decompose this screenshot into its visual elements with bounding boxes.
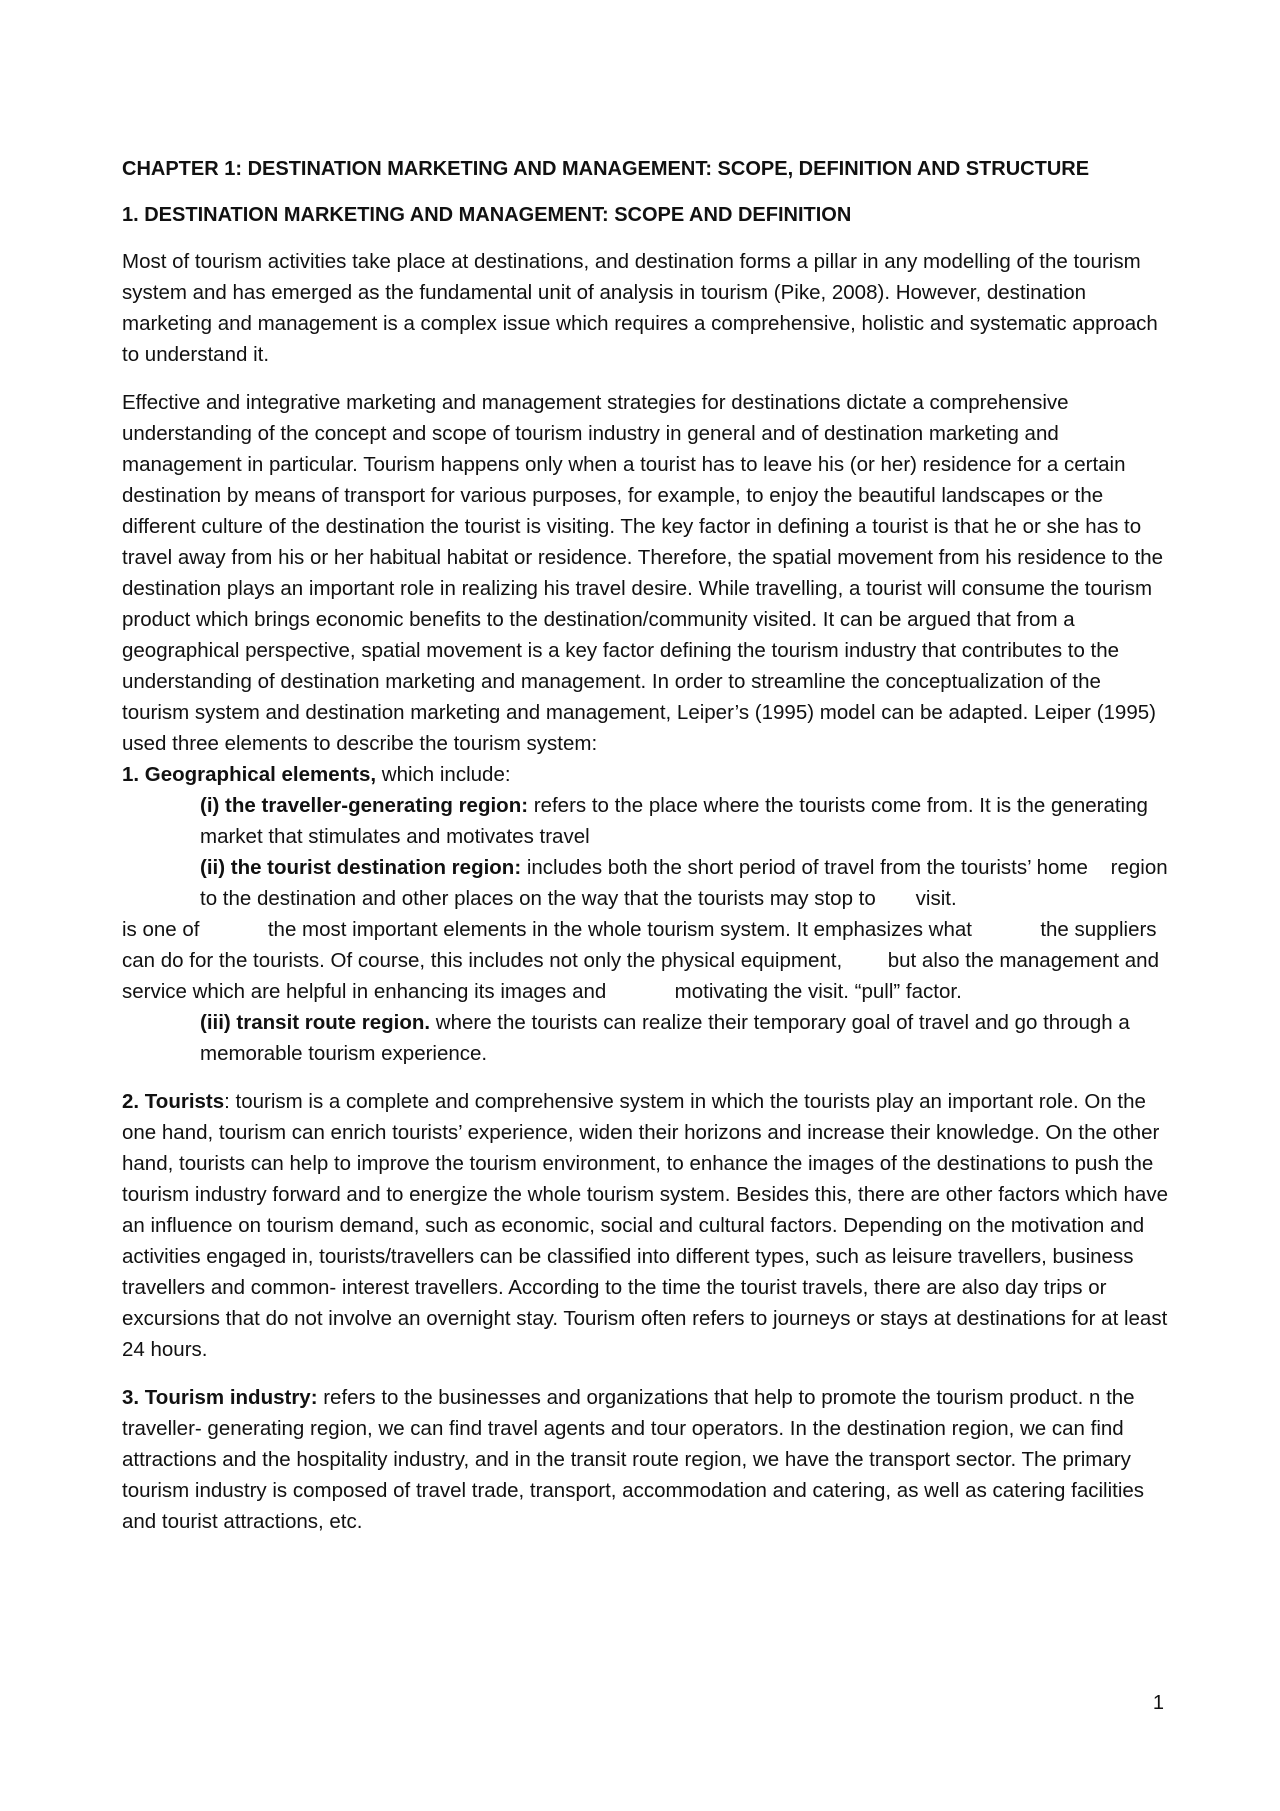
section-title: 1. DESTINATION MARKETING AND MANAGEMENT: SCOPE AND DEFINITION	[122, 204, 852, 226]
page-content	[122, 154, 1174, 1554]
tourists-label: 2. Tourists	[122, 1090, 225, 1113]
tourist-destination-region-continuation: is one of the most important elements in the whole tourism system. It emphasizes what the suppliers can do for the tourists. Of course, this includes not only the physical equipment, but also the management and service which are helpful in enhancing its images and motivating the visit. “pull” factor.	[122, 918, 1165, 1003]
tourism-industry-text: refers to the businesses and organizations that help to promote the tourism product. n the traveller- generating region, we can find travel agents and tour operators. In the destination region, we can find attractions and the hospitality industry, and in the transit route region, we have the transport sector. The primary tourism industry is composed of travel trade, transport, accommodation and catering, as well as catering facilities and tourist attractions, etc.	[122, 1386, 1145, 1533]
tourist-destination-region-text: includes both the short period of travel from the tourists’ home region to the destination and other places on the way that the tourists may stop to visit.	[200, 856, 1174, 910]
chapter-title: CHAPTER 1: DESTINATION MARKETING AND MANAGEMENT: SCOPE, DEFINITION AND STRUCTURE	[122, 158, 1090, 180]
page-number: 1	[1152, 1692, 1164, 1714]
tourism-industry-label: 3. Tourism industry:	[122, 1386, 318, 1409]
tourists-text: : tourism is a complete and comprehensive system in which the tourists play an important role. On the one hand, tourism can enrich tourists’ experience, widen their horizons and increase their knowledge. On the other hand, tourists can help to improve the tourism environment, to enhance the images of the destinations to push the tourism industry forward and to energize the whole tourism system. Besides this, there are other factors which have an influence on tourism demand, such as economic, social and cultural factors. Depending on the motivation and activities engaged in, tourists/travellers can be classified into different types, such as leisure travellers, business travellers and common- interest travellers. According to the time the tourist travels, there are also day trips or excursions that do not involve an overnight stay. Tourism often refers to journeys or stays at destinations for at least 24 hours.	[122, 1090, 1168, 1361]
tourist-destination-region-item	[122, 852, 1174, 914]
transit-route-region-text: where the tourists can realize their temporary goal of travel and go through a memorable tourism experience.	[200, 1011, 1130, 1065]
paragraph-intro: Most of tourism activities take place at destinations, and destination forms a pillar in any modelling of the tourism system and has emerged as the fundamental unit of analysis in tourism (Pike, 2008). However, destination marketing and management is a complex issue which requires a comprehensive, holistic and systematic approach to understand it.	[122, 250, 1158, 366]
traveller-generating-region-item	[122, 790, 1168, 852]
paragraph-scope: Effective and integrative marketing and management strategies for destinations dictate a comprehensive understanding of the concept and scope of tourism industry in general and of destination marketing and management in particular. Tourism happens only when a tourist has to leave his (or her) residence for a certain destination by means of transport for various purposes, for example, to enjoy the beautiful landscapes or the different culture of the destination the tourist is visiting. The key factor in defining a tourist is that he or she has to travel away from his or her habitual habitat or residence. Therefore, the spatial movement from his residence to the destination plays an important role in realizing his travel desire. While travelling, a tourist will consume the tourism product which brings economic benefits to the destination/community visited. It can be argued that from a geographical perspective, spatial movement is a key factor defining the tourism industry that contributes to the understanding of destination marketing and management. In order to streamline the conceptualization of the tourism system and destination marketing and management, Leiper’s (1995) model can be adapted. Leiper (1995) used three elements to describe the tourism system:	[122, 391, 1164, 755]
geographical-elements-label: 1. Geographical elements,	[122, 763, 377, 786]
geographical-elements-text: which include:	[376, 763, 511, 786]
tourism-industry-paragraph	[122, 1382, 1168, 1537]
transit-route-region-item	[122, 1007, 1168, 1069]
traveller-generating-region-label: (i) the traveller-generating region:	[200, 794, 529, 817]
geographical-elements-item	[122, 759, 1168, 790]
transit-route-region-label: (iii) transit route region.	[200, 1011, 431, 1034]
tourists-paragraph	[122, 1086, 1168, 1365]
traveller-generating-region-text: refers to the place where the tourists come from. It is the generating market that stimulates and motivates travel	[200, 794, 1148, 848]
tourist-destination-region-label: (ii) the tourist destination region:	[200, 856, 522, 879]
